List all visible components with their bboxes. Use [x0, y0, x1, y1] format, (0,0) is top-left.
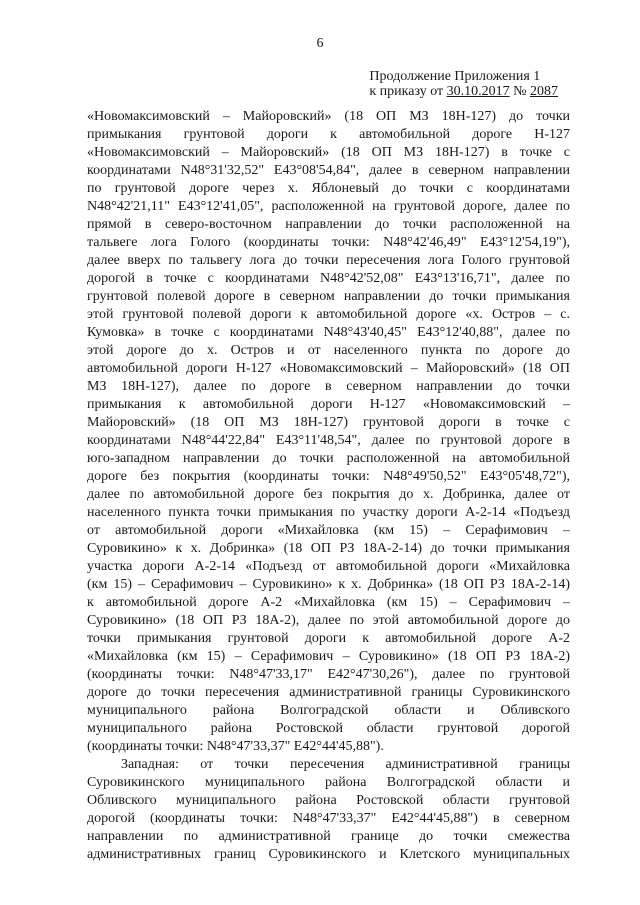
text-line: этой грунтовой полевой дороги к автомобильной дороге «х. Остров – с.: [87, 307, 570, 322]
text-line: координатами N48°31'32,52" E43°08'54,84", далее в северном направлении: [87, 163, 570, 178]
order-number: 2087: [530, 84, 558, 99]
order-date: 30.10.2017: [446, 84, 510, 99]
document-body: [87, 108, 570, 864]
text-line: далее вверх по тальвегу лога до точки пересечения лога Голого грунтовой: [87, 253, 570, 268]
text-line: участка дороги А-2-14 «Подъезд от автомобильной дороги «Михайловка: [87, 559, 570, 574]
order-reference: [369, 84, 558, 99]
text-line: муниципального района Волгоградской области и Обливского: [87, 703, 570, 718]
text-line: «Михайловка (км 15) – Серафимович – Суровикино» (18 ОП РЗ 18А-2): [87, 649, 570, 664]
text-line: населенного пункта точки примыкания по участку дороги А-2-14 «Подъезд: [87, 505, 570, 520]
text-line: прямой в северо-восточном направлении до точки расположенной на: [87, 217, 570, 232]
text-line: юго-западном направлении до точки расположенной на автомобильной: [87, 451, 570, 466]
text-line: по грунтовой дороге через х. Яблоневый до точки с координатами: [87, 181, 570, 196]
text-line: (координаты точки: N48°47'33,37" E42°44'45,88").: [87, 739, 384, 754]
order-prefix: к приказу от: [369, 84, 447, 99]
text-line: Майоровский» (18 ОП МЗ 18Н-127) грунтовой дороги в точке с: [87, 415, 570, 430]
text-line: от автомобильной дороги «Михайловка (км 15) – Серафимович –: [87, 523, 570, 538]
text-line: точки примыкания грунтовой дороги к автомобильной дороге А-2: [87, 631, 570, 646]
text-line: дороге без покрытия (координаты точки: N48°49'50,52" E43°05'48,72"),: [87, 469, 570, 484]
text-line: муниципального района Ростовской области грунтовой дорогой: [87, 721, 570, 736]
text-line: направлении по административной границе до точки смежества: [87, 829, 570, 844]
text-line: дорогой в точке с координатами N48°42'52,08" E43°13'16,71", далее по: [87, 271, 570, 286]
text-line: (координаты точки: N48°47'33,17" E42°47'30,26"), далее по грунтовой: [87, 667, 570, 682]
text-line: примыкания к автомобильной дороги Н-127 «Новомаксимовский –: [87, 397, 570, 412]
text-line: дороге до точки пересечения административной границы Суровикинского: [87, 685, 570, 700]
text-line: Суровикино» к х. Добринка» (18 ОП РЗ 18А-2-14) до точки примыкания: [87, 541, 570, 556]
appendix-continuation: Продолжение Приложения 1: [369, 69, 541, 84]
text-line: N48°42'21,11" E43°12'41,05", расположенной на грунтовой дороге, далее по: [87, 199, 570, 214]
text-line: примыкания грунтовой дороги к автомобильной дороге Н-127: [87, 127, 570, 142]
text-line: Суровикинского муниципального района Волгоградской области и: [87, 775, 570, 790]
text-line: Западная: от точки пересечения административной границы: [121, 757, 570, 772]
text-line: «Новомаксимовский – Майоровский» (18 ОП МЗ 18Н-127) в точке с: [87, 145, 570, 160]
text-line: Обливского муниципального района Ростовской области грунтовой: [87, 793, 570, 808]
text-line: тальвеге лога Голого (координаты точки: N48°42'46,49" E43°12'54,19"),: [87, 235, 570, 250]
text-line: к автомобильной дороге А-2 «Михайловка (км 15) – Серафимович –: [87, 595, 570, 610]
text-line: дорогой (координаты точки: N48°47'33,37" E42°44'45,88") в северном: [87, 811, 570, 826]
appendix-reference: [369, 69, 558, 99]
text-line: (км 15) – Серафимович – Суровикино» к х. Добринка» (18 ОП РЗ 18А-2-14): [87, 577, 570, 592]
text-line: МЗ 18Н-127), далее по дороге в северном направлении до точки: [87, 379, 570, 394]
text-line: автомобильной дороги Н-127 «Новомаксимовский – Майоровский» (18 ОП: [87, 361, 570, 376]
text-line: «Новомаксимовский – Майоровский» (18 ОП МЗ 18Н-127) до точки: [87, 109, 570, 124]
page-number: 6: [316, 36, 324, 51]
text-line: Суровикино» (18 ОП РЗ 18А-2), далее по этой автомобильной дороге до: [87, 613, 570, 628]
text-line: координатами N48°44'22,84" E43°11'48,54", далее по грунтовой дороге в: [87, 433, 570, 448]
text-line: далее по автомобильной дороге без покрытия до х. Добринка, далее от: [87, 487, 570, 502]
text-line: административных границ Суровикинского и Клетского муниципальных: [87, 847, 570, 862]
text-line: Кумовка» в точке с координатами N48°43'40,45" E43°12'40,88", далее по: [87, 325, 570, 340]
text-line: этой дороге до х. Остров и от населенного пункта по дороге до: [87, 343, 570, 358]
text-line: грунтовой полевой дороге в северном направлении до точки примыкания: [87, 289, 570, 304]
order-number-sign: №: [509, 84, 530, 99]
